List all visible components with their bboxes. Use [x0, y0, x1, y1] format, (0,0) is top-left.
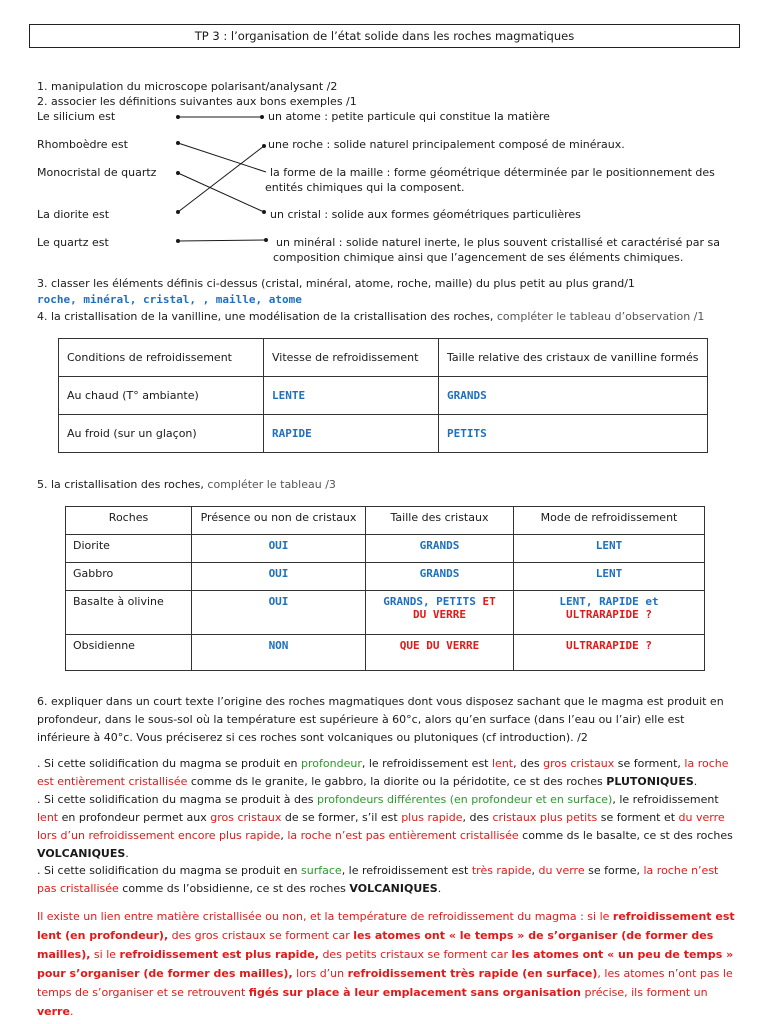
table2-rock-basalte: Basalte à olivine: [66, 591, 192, 635]
table2-basalte-size-a: GRANDS, PETITS: [383, 595, 476, 608]
match-right-4: un cristal : solide aux formes géométriques particulières: [270, 208, 581, 221]
table1-row2-condition: Au froid (sur un glaçon): [59, 415, 264, 453]
match-left-4: La diorite est: [37, 208, 110, 221]
table2-header-2: Présence ou non de cristaux: [192, 507, 366, 535]
question-4-instruction: compléter le tableau d’observation /1: [496, 310, 705, 323]
match-left-1: Le silicium est: [37, 110, 116, 123]
table2-rock-gabbro: Gabbro: [66, 563, 192, 591]
answer-paragraph-plutonic: . Si cette solidification du magma se produit en profondeur, le refroidissement est lent, des gros cristaux se forment, la roche est entièrement cristallisée comme ds le granite, le gabbro, la diorite ou la péridotite, ce st des roches PLUTONIQUES.: [37, 757, 729, 788]
match-left-2: Rhomboèdre est: [37, 138, 128, 151]
match-right-5: un minéral : solide naturel inerte, le plus souvent cristallisé et caractérisé par sa: [276, 236, 720, 249]
answer-paragraph-basalt: . Si cette solidification du magma se produit à des profondeurs différentes (en profondeur et en surface), le refroidissement lent en profondeur permet aux gros cristaux de se former, s’il est plus rapide, des cristaux plus petits se forment et du verre lors d’un refroidissement encore plus rapide, la roche n’est pas entièrement cristallisée comme ds le basalte, ce st des roches VOLCANIQUES.: [37, 793, 733, 860]
table2-basalte-mode-b: ULTRARAPIDE ?: [565, 608, 653, 621]
table2-gabbro-mode: LENT: [514, 563, 705, 591]
question-5-instruction: compléter le tableau /3: [207, 478, 336, 491]
rocks-table: [65, 506, 705, 671]
vanilline-table: [58, 338, 708, 453]
match-right-5b: composition chimique ainsi que l’agencement de ses éléments chimiques.: [273, 251, 684, 264]
question-6: 6. expliquer dans un court texte l’origine des roches magmatiques dont vous disposez sachant que le magma est produit en profondeur, dans le sous-sol où la température est supérieure à 60°c, alors qu’en surface (dans l’eau ou l’air) elle est inférieure à 40°c. Vous préciserez si ces roches sont volcaniques ou plutoniques (cf introduction). /2: [37, 695, 724, 744]
table2-basalte-presence: OUI: [192, 591, 366, 635]
question-3-answer: roche, minéral, cristal, , maille, atome: [37, 293, 302, 306]
question-4: [37, 310, 704, 323]
question-5-text: 5. la cristallisation des roches,: [37, 478, 208, 491]
question-2: 2. associer les définitions suivantes aux bons exemples /1: [37, 95, 357, 108]
answer-paragraph-obsidian: . Si cette solidification du magma se produit en surface, le refroidissement est très rapide, du verre se forme, la roche n’est pas cristallisée comme ds l’obsidienne, ce st des roches VOLCANIQUES.: [37, 864, 719, 895]
table2-basalte-mode-a: LENT, RAPIDE et: [559, 595, 659, 608]
table1-row2-size: PETITS: [439, 415, 708, 453]
table2-basalte-size-c: DU VERRE: [413, 608, 466, 621]
question-1: 1. manipulation du microscope polarisant/analysant /2: [37, 80, 338, 93]
table1-row1-speed: LENTE: [264, 377, 439, 415]
match-right-3b: entités chimiques qui la composent.: [265, 181, 465, 194]
question-3: 3. classer les éléments définis ci-dessus (cristal, minéral, atome, roche, maille) du plus petit au plus grand/1: [37, 277, 635, 290]
table1-row1-condition: Au chaud (T° ambiante): [59, 377, 264, 415]
table2-gabbro-presence: OUI: [192, 563, 366, 591]
matching-connector-lines: [0, 0, 768, 300]
table1-header-3: Taille relative des cristaux de vanilline formés: [439, 339, 708, 377]
table2-diorite-presence: OUI: [192, 535, 366, 563]
table1-row2-speed: RAPIDE: [264, 415, 439, 453]
match-left-5: Le quartz est: [37, 236, 109, 249]
table2-rock-obsidienne: Obsidienne: [66, 635, 192, 671]
match-right-3: la forme de la maille : forme géométrique déterminée par le positionnement des: [270, 166, 715, 179]
match-left-3: Monocristal de quartz: [37, 166, 157, 179]
table2-basalte-size-b: ET: [482, 595, 496, 608]
table1-header-2: Vitesse de refroidissement: [264, 339, 439, 377]
table2-obsidienne-size: QUE DU VERRE: [366, 635, 514, 671]
table2-obsidienne-mode: ULTRARAPIDE ?: [514, 635, 705, 671]
table2-rock-diorite: Diorite: [66, 535, 192, 563]
table2-header-1: Roches: [66, 507, 192, 535]
table2-diorite-mode: LENT: [514, 535, 705, 563]
match-right-1: un atome : petite particule qui constitue la matière: [268, 110, 550, 123]
question-5: [37, 478, 336, 491]
table2-basalte-mode: [514, 591, 705, 635]
table2-header-4: Mode de refroidissement: [514, 507, 705, 535]
table2-header-3: Taille des cristaux: [366, 507, 514, 535]
match-right-2: une roche : solide naturel principalement composé de minéraux.: [268, 138, 625, 151]
table2-obsidienne-presence: NON: [192, 635, 366, 671]
table1-header-1: Conditions de refroidissement: [59, 339, 264, 377]
table2-basalte-size: [366, 591, 514, 635]
table2-gabbro-size: GRANDS: [366, 563, 514, 591]
page-title: TP 3 : l’organisation de l’état solide dans les roches magmatiques: [29, 24, 740, 48]
table1-row1-size: GRANDS: [439, 377, 708, 415]
question-4-text: 4. la cristallisation de la vanilline, une modélisation de la cristallisation des roches,: [37, 310, 497, 323]
table2-diorite-size: GRANDS: [366, 535, 514, 563]
answer-conclusion: Il existe un lien entre matière cristallisée ou non, et la température de refroidissement du magma : si le refroidissement est lent (en profondeur), des gros cristaux se forment car les atomes ont « le temps » de s’organiser (de former des mailles), si le refroidissement est plus rapide, des petits cristaux se forment car les atomes ont « un peu de temps » pour s’organiser (de former des mailles), lors d’un refroidissement très rapide (en surface), les atomes n’ont pas le temps de s’organiser et se retrouvent figés sur place à leur emplacement sans organisation précise, ils forment un verre.: [37, 910, 735, 1018]
